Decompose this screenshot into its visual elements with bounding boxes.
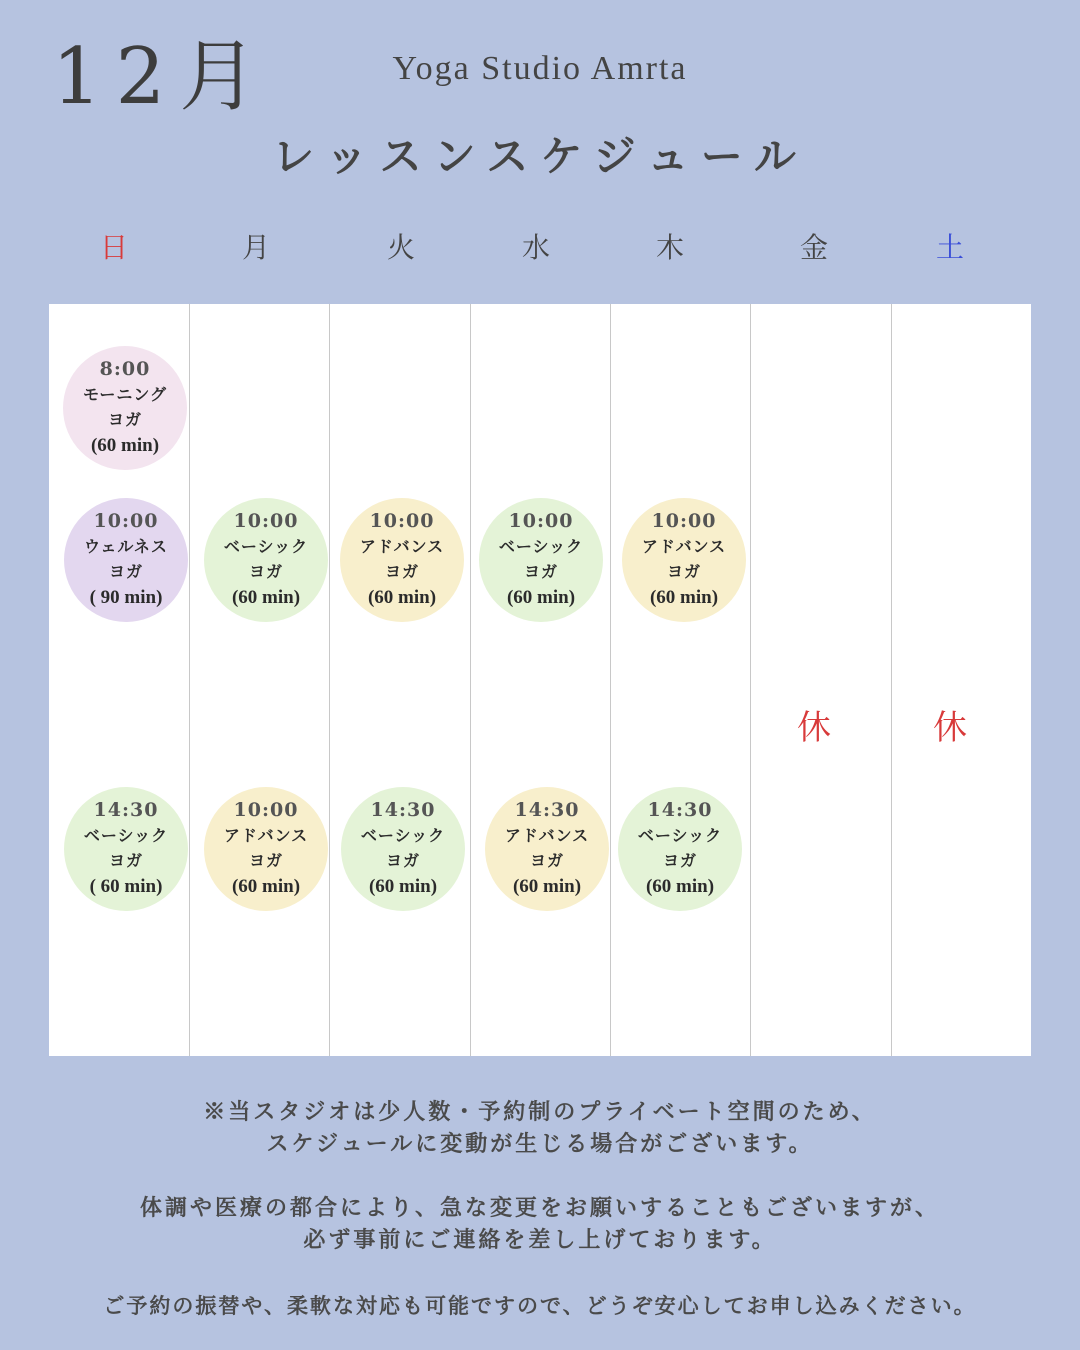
lesson-name-line2: ヨガ [529,851,564,870]
lesson-time: 8:00 [99,358,151,380]
lesson-duration: (60 min) [231,587,301,608]
day-header-mon: 月 [241,231,270,264]
lesson-tue-pm[interactable] [341,787,465,911]
lesson-wed-am[interactable] [479,498,603,622]
closed-label-sat: 休 [933,708,967,748]
day-header-sun: 日 [99,231,128,264]
schedule-grid [49,304,1031,1056]
lesson-name-line2: ヨガ [385,851,420,870]
lesson-duration: ( 60 min) [89,876,163,897]
lesson-time: 14:30 [647,799,713,821]
column-divider [470,304,471,1056]
lesson-thu-am[interactable] [622,498,746,622]
lesson-duration: (60 min) [90,435,160,456]
lesson-name: ウェルネス [84,537,168,556]
lesson-duration: (60 min) [368,876,438,897]
lesson-sun-am[interactable] [64,498,188,622]
day-header-sat: 土 [935,231,964,264]
lesson-time: 14:30 [370,799,436,821]
lesson-name: アドバンス [359,537,445,556]
lesson-name: アドバンス [223,826,309,845]
day-header-wed: 水 [521,231,550,264]
lesson-name-line2: ヨガ [384,562,419,581]
day-header-fri: 金 [799,231,828,264]
lesson-time: 10:00 [369,510,435,532]
lesson-duration: (60 min) [231,876,301,897]
note-line-5: ご予約の振替や、柔軟な対応も可能ですので、どうぞ安心してお申し込みください。 [103,1293,977,1318]
lesson-duration: (60 min) [649,587,719,608]
lesson-name-line2: ヨガ [248,562,283,581]
lesson-name: アドバンス [504,826,590,845]
column-divider [750,304,751,1056]
lesson-name-line2: ヨガ [248,851,283,870]
lesson-mon-pm[interactable] [204,787,328,911]
lesson-name: ベーシック [360,826,446,845]
day-header-tue: 火 [386,231,415,264]
lesson-time: 10:00 [233,510,299,532]
note-line-3: 体調や医療の都合により、急な変更をお願いすることもございますが、 [139,1195,940,1221]
lesson-duration: (60 min) [512,876,582,897]
lesson-name-line2: ヨガ [666,562,701,581]
lesson-time: 10:00 [508,510,574,532]
lesson-name: ベーシック [83,826,169,845]
day-header-thu: 木 [655,231,684,264]
lesson-time: 10:00 [233,799,299,821]
month-title: 12月 [52,32,272,122]
column-divider [189,304,190,1056]
lesson-name-line2: ヨガ [662,851,697,870]
column-divider [891,304,892,1056]
lesson-mon-am[interactable] [204,498,328,622]
lesson-name: ベーシック [498,537,584,556]
schedule-title: レッスンスケジュール [272,132,808,181]
lesson-duration: ( 90 min) [89,587,163,608]
lesson-name: モーニング [82,385,168,404]
studio-name: Yoga Studio Amrta [392,50,688,87]
lesson-name-line2: ヨガ [107,410,142,429]
note-line-1: ※当スタジオは少人数・予約制のプライベート空間のため、 [203,1099,877,1125]
closed-label-fri: 休 [797,708,831,748]
lesson-wed-pm[interactable] [485,787,609,911]
lesson-thu-pm[interactable] [618,787,742,911]
lesson-duration: (60 min) [645,876,715,897]
lesson-time: 14:30 [93,799,159,821]
note-line-4: 必ず事前にご連絡を差し上げております。 [303,1227,777,1253]
lesson-duration: (60 min) [506,587,576,608]
lesson-name-line2: ヨガ [523,562,558,581]
lesson-name: ベーシック [223,537,309,556]
lesson-sun-pm[interactable] [64,787,188,911]
column-divider [329,304,330,1056]
lesson-tue-am[interactable] [340,498,464,622]
lesson-time: 14:30 [514,799,580,821]
lesson-time: 10:00 [93,510,159,532]
lesson-name-line2: ヨガ [108,851,143,870]
column-divider [610,304,611,1056]
lesson-name: ベーシック [637,826,723,845]
lesson-name-line2: ヨガ [108,562,143,581]
lesson-time: 10:00 [651,510,717,532]
note-line-2: スケジュールに変動が生じる場合がございます。 [266,1131,814,1157]
lesson-sun-morning[interactable] [63,346,187,470]
lesson-duration: (60 min) [367,587,437,608]
lesson-name: アドバンス [641,537,727,556]
